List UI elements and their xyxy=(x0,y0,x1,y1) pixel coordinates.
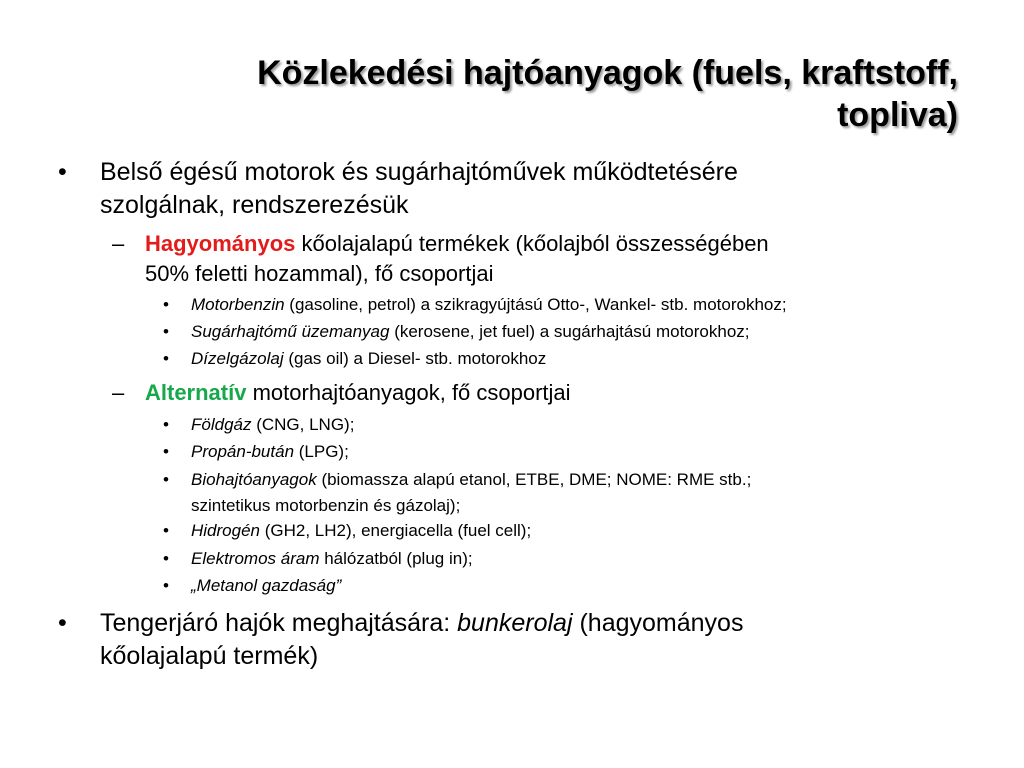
item-term: Sugárhajtómű üzemanyag xyxy=(191,322,390,341)
dash-marker: – xyxy=(112,231,125,256)
alternative-highlight: Alternatív xyxy=(145,380,247,405)
item-term: Motorbenzin xyxy=(191,295,285,314)
item-term: Propán-bután xyxy=(191,442,295,461)
bullet-marker: • xyxy=(58,609,67,637)
bullet-marker: • xyxy=(163,549,169,568)
item-description: (LPG); xyxy=(294,442,349,461)
bullet-text-before: Tengerjáró hajók meghajtására: xyxy=(100,609,458,637)
item-term: Földgáz xyxy=(191,415,252,434)
bullet-marker: • xyxy=(163,322,169,341)
item-description: (gas oil) a Diesel- stb. motorokhoz xyxy=(283,349,547,368)
item-description: (kerosene, jet fuel) a sugárhajtású motorokhoz; xyxy=(389,322,750,341)
bullet-text-line-2: kőolajalapú termék) xyxy=(100,642,319,670)
item-term: Dízelgázolaj xyxy=(191,349,284,368)
bullet-marker: • xyxy=(163,470,169,489)
item-term: Elektromos áram xyxy=(191,549,320,568)
bullet-text-after: (hagyományos xyxy=(572,609,744,637)
item-description: hálózatból (plug in); xyxy=(319,549,473,568)
bunker-oil-term: bunkerolaj xyxy=(457,609,573,637)
item-term: Hidrogén xyxy=(191,521,260,540)
traditional-text-line-1: kőolajalapú termékek (kőolajból összességében xyxy=(295,231,769,256)
item-description: (gasoline, petrol) a szikragyújtású Otto-, Wankel- stb. motorokhoz; xyxy=(284,295,787,314)
bullet-marker: • xyxy=(163,295,169,314)
bullet-text-line-2: szolgálnak, rendszerezésük xyxy=(100,191,409,219)
item-term: Biohajtóanyagok xyxy=(191,470,317,489)
bullet-marker: • xyxy=(163,442,169,461)
traditional-text-line-2: 50% feletti hozammal), fő csoportjai xyxy=(145,261,494,286)
bullet-marker: • xyxy=(163,349,169,368)
bullet-marker: • xyxy=(163,576,169,595)
item-description-line-2: szintetikus motorbenzin és gázolaj); xyxy=(191,496,461,515)
bullet-marker: • xyxy=(163,415,169,434)
item-description: (biomassza alapú etanol, ETBE, DME; NOME: RME stb.; xyxy=(316,470,752,489)
alternative-text: motorhajtóanyagok, fő csoportjai xyxy=(246,380,571,405)
item-term: „Metanol gazdaság” xyxy=(191,576,342,595)
slide-title-line-1: Közlekedési hajtóanyagok (fuels, kraftstoff, xyxy=(257,54,958,92)
item-description: (GH2, LH2), energiacella (fuel cell); xyxy=(260,521,532,540)
bullet-marker: • xyxy=(58,158,67,186)
dash-marker: – xyxy=(112,380,125,405)
traditional-highlight: Hagyományos xyxy=(145,231,296,256)
bullet-text-line-1: Belső égésű motorok és sugárhajtóművek működtetésére xyxy=(100,158,738,186)
item-description: (CNG, LNG); xyxy=(251,415,355,434)
bullet-marker: • xyxy=(163,521,169,540)
slide-title-line-2: topliva) xyxy=(837,96,958,134)
